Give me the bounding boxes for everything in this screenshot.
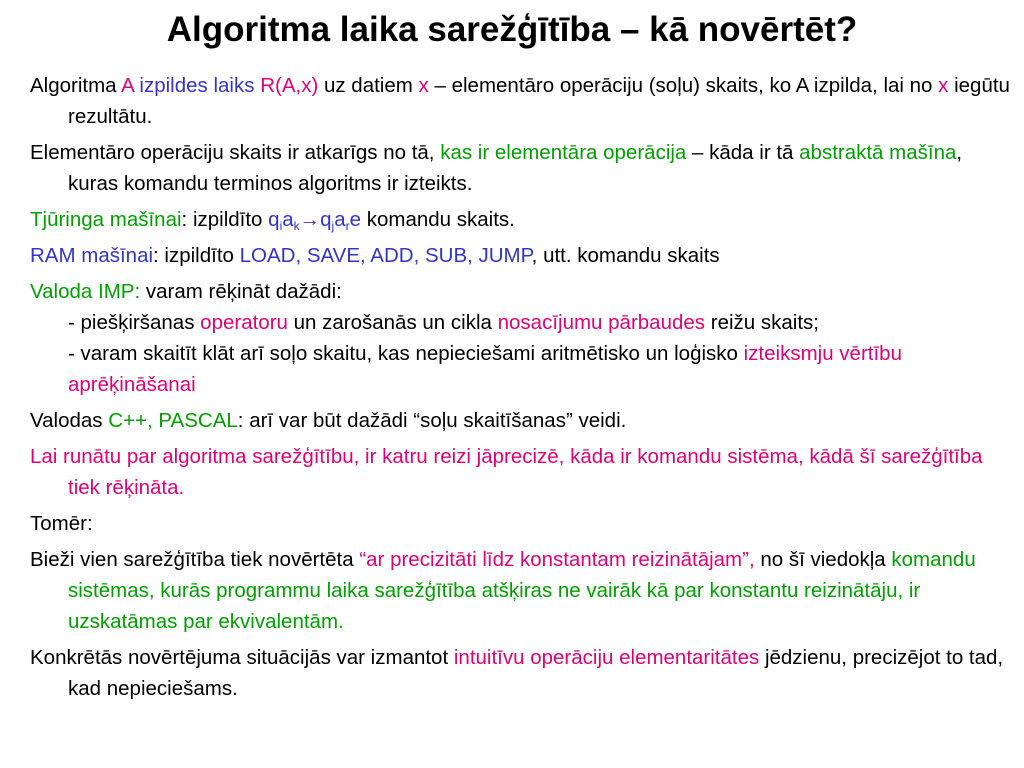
paragraph-however: Tomēr:	[30, 512, 93, 535]
turing-command	[268, 208, 361, 231]
subscript: k	[293, 219, 300, 233]
symbol: a	[334, 208, 346, 231]
term-imp-language: Valoda IMP:	[30, 280, 141, 303]
text: – elementāro operāciju (soļu) skaits, ko A izpilda, lai no	[428, 74, 939, 97]
term-equivalent-systems: komandu sistēmas, kurās programmu laika sarežģītība atšķiras ne vairāk kā par konstantu reizinātāju, ir uzskatāmas par ekvivalentām.	[68, 548, 976, 633]
term-languages: C++, PASCAL	[108, 409, 238, 432]
term-a: A	[121, 74, 134, 97]
text: reižu skaits;	[705, 311, 819, 334]
term-constant-factor: “ar precizitāti līdz konstantam reizinātājam”,	[359, 548, 755, 571]
text: , kuras komandu terminos algoritms ir izteikts.	[68, 141, 963, 195]
text: varam rēķināt dažādi:	[140, 280, 342, 303]
imp-line-2	[68, 338, 1015, 400]
text: Valodas	[30, 409, 109, 432]
arrow-icon: →	[299, 208, 321, 231]
text: komandu skaits.	[361, 208, 515, 231]
term-expression-eval: izteiksmju vērtību aprēķināšanai	[68, 342, 902, 396]
text: uz datiem	[318, 74, 419, 97]
subscript: r	[345, 219, 350, 233]
term-turing-machine: Tjūringa mašīnai	[30, 208, 182, 231]
term-izpildes-laiks: izpildes laiks	[139, 74, 255, 97]
slide-content	[30, 70, 1015, 709]
term-ram-commands: LOAD, SAVE, ADD, SUB, JUMP	[239, 244, 532, 267]
paragraph-elementary-ops	[30, 137, 1015, 199]
text: : izpildīto	[153, 244, 240, 267]
text: Bieži vien sarežģītība tiek novērtēta	[30, 548, 360, 571]
term-x: x	[938, 74, 949, 97]
text: Algoritma	[30, 74, 122, 97]
imp-line-1	[68, 307, 1015, 338]
term-elementary-op: kas ir elementāra operācija	[440, 141, 687, 164]
term-ram-machine: RAM mašīnai	[30, 244, 154, 267]
symbol: q	[320, 208, 332, 231]
paragraph-execution-time	[30, 70, 1015, 132]
symbol: e	[349, 208, 362, 231]
term-rax: R(A,x)	[260, 74, 319, 97]
term-operator: operatoru	[200, 311, 288, 334]
subscript: j	[331, 219, 335, 233]
symbol: q	[268, 208, 280, 231]
text: - piešķiršanas	[68, 311, 201, 334]
paragraph-turing	[30, 204, 1015, 235]
paragraph-imp	[30, 276, 1015, 400]
slide-title: Algoritma laika sarežģītība – kā novērtēt?	[166, 10, 858, 49]
paragraph-languages	[30, 405, 1015, 436]
text: iegūtu rezultātu.	[68, 74, 1010, 128]
text: Elementāro operāciju skaits ir atkarīgs no tā,	[30, 141, 441, 164]
text: jēdzienu, precizējot to tad, kad nepieciešams.	[68, 646, 1004, 700]
subscript: i	[279, 219, 283, 233]
paragraph-complexity-definition: Lai runātu par algoritma sarežģītību, ir katru reizi jāprecizē, kāda ir komandu sistēma, kādā šī sarežģītība tiek rēķināta.	[30, 445, 983, 499]
text: : arī var būt dažādi “soļu skaitīšanas” veidi.	[237, 409, 627, 432]
paragraph-intuitive	[30, 642, 1015, 704]
symbol: a	[282, 208, 294, 231]
text: – kāda ir tā	[686, 141, 800, 164]
text: - varam skaitīt klāt arī soļo skaitu, kas nepieciešami aritmētisko un loģisko	[68, 342, 744, 365]
text: , utt. komandu skaits	[531, 244, 720, 267]
text: Konkrētās novērtējuma situācijās var izmantot	[30, 646, 454, 669]
term-abstract-machine: abstraktā mašīna	[799, 141, 957, 164]
text: no šī viedokļa	[754, 548, 892, 571]
text: : izpildīto	[181, 208, 269, 231]
term-condition-checks: nosacījumu pārbaudes	[497, 311, 706, 334]
paragraph-constant-factor	[30, 544, 1015, 637]
term-x: x	[418, 74, 429, 97]
paragraph-ram	[30, 240, 1015, 271]
term-intuitive-elementarity: intuitīvu operāciju elementaritātes	[453, 646, 760, 669]
text: un zarošanās un cikla	[287, 311, 498, 334]
